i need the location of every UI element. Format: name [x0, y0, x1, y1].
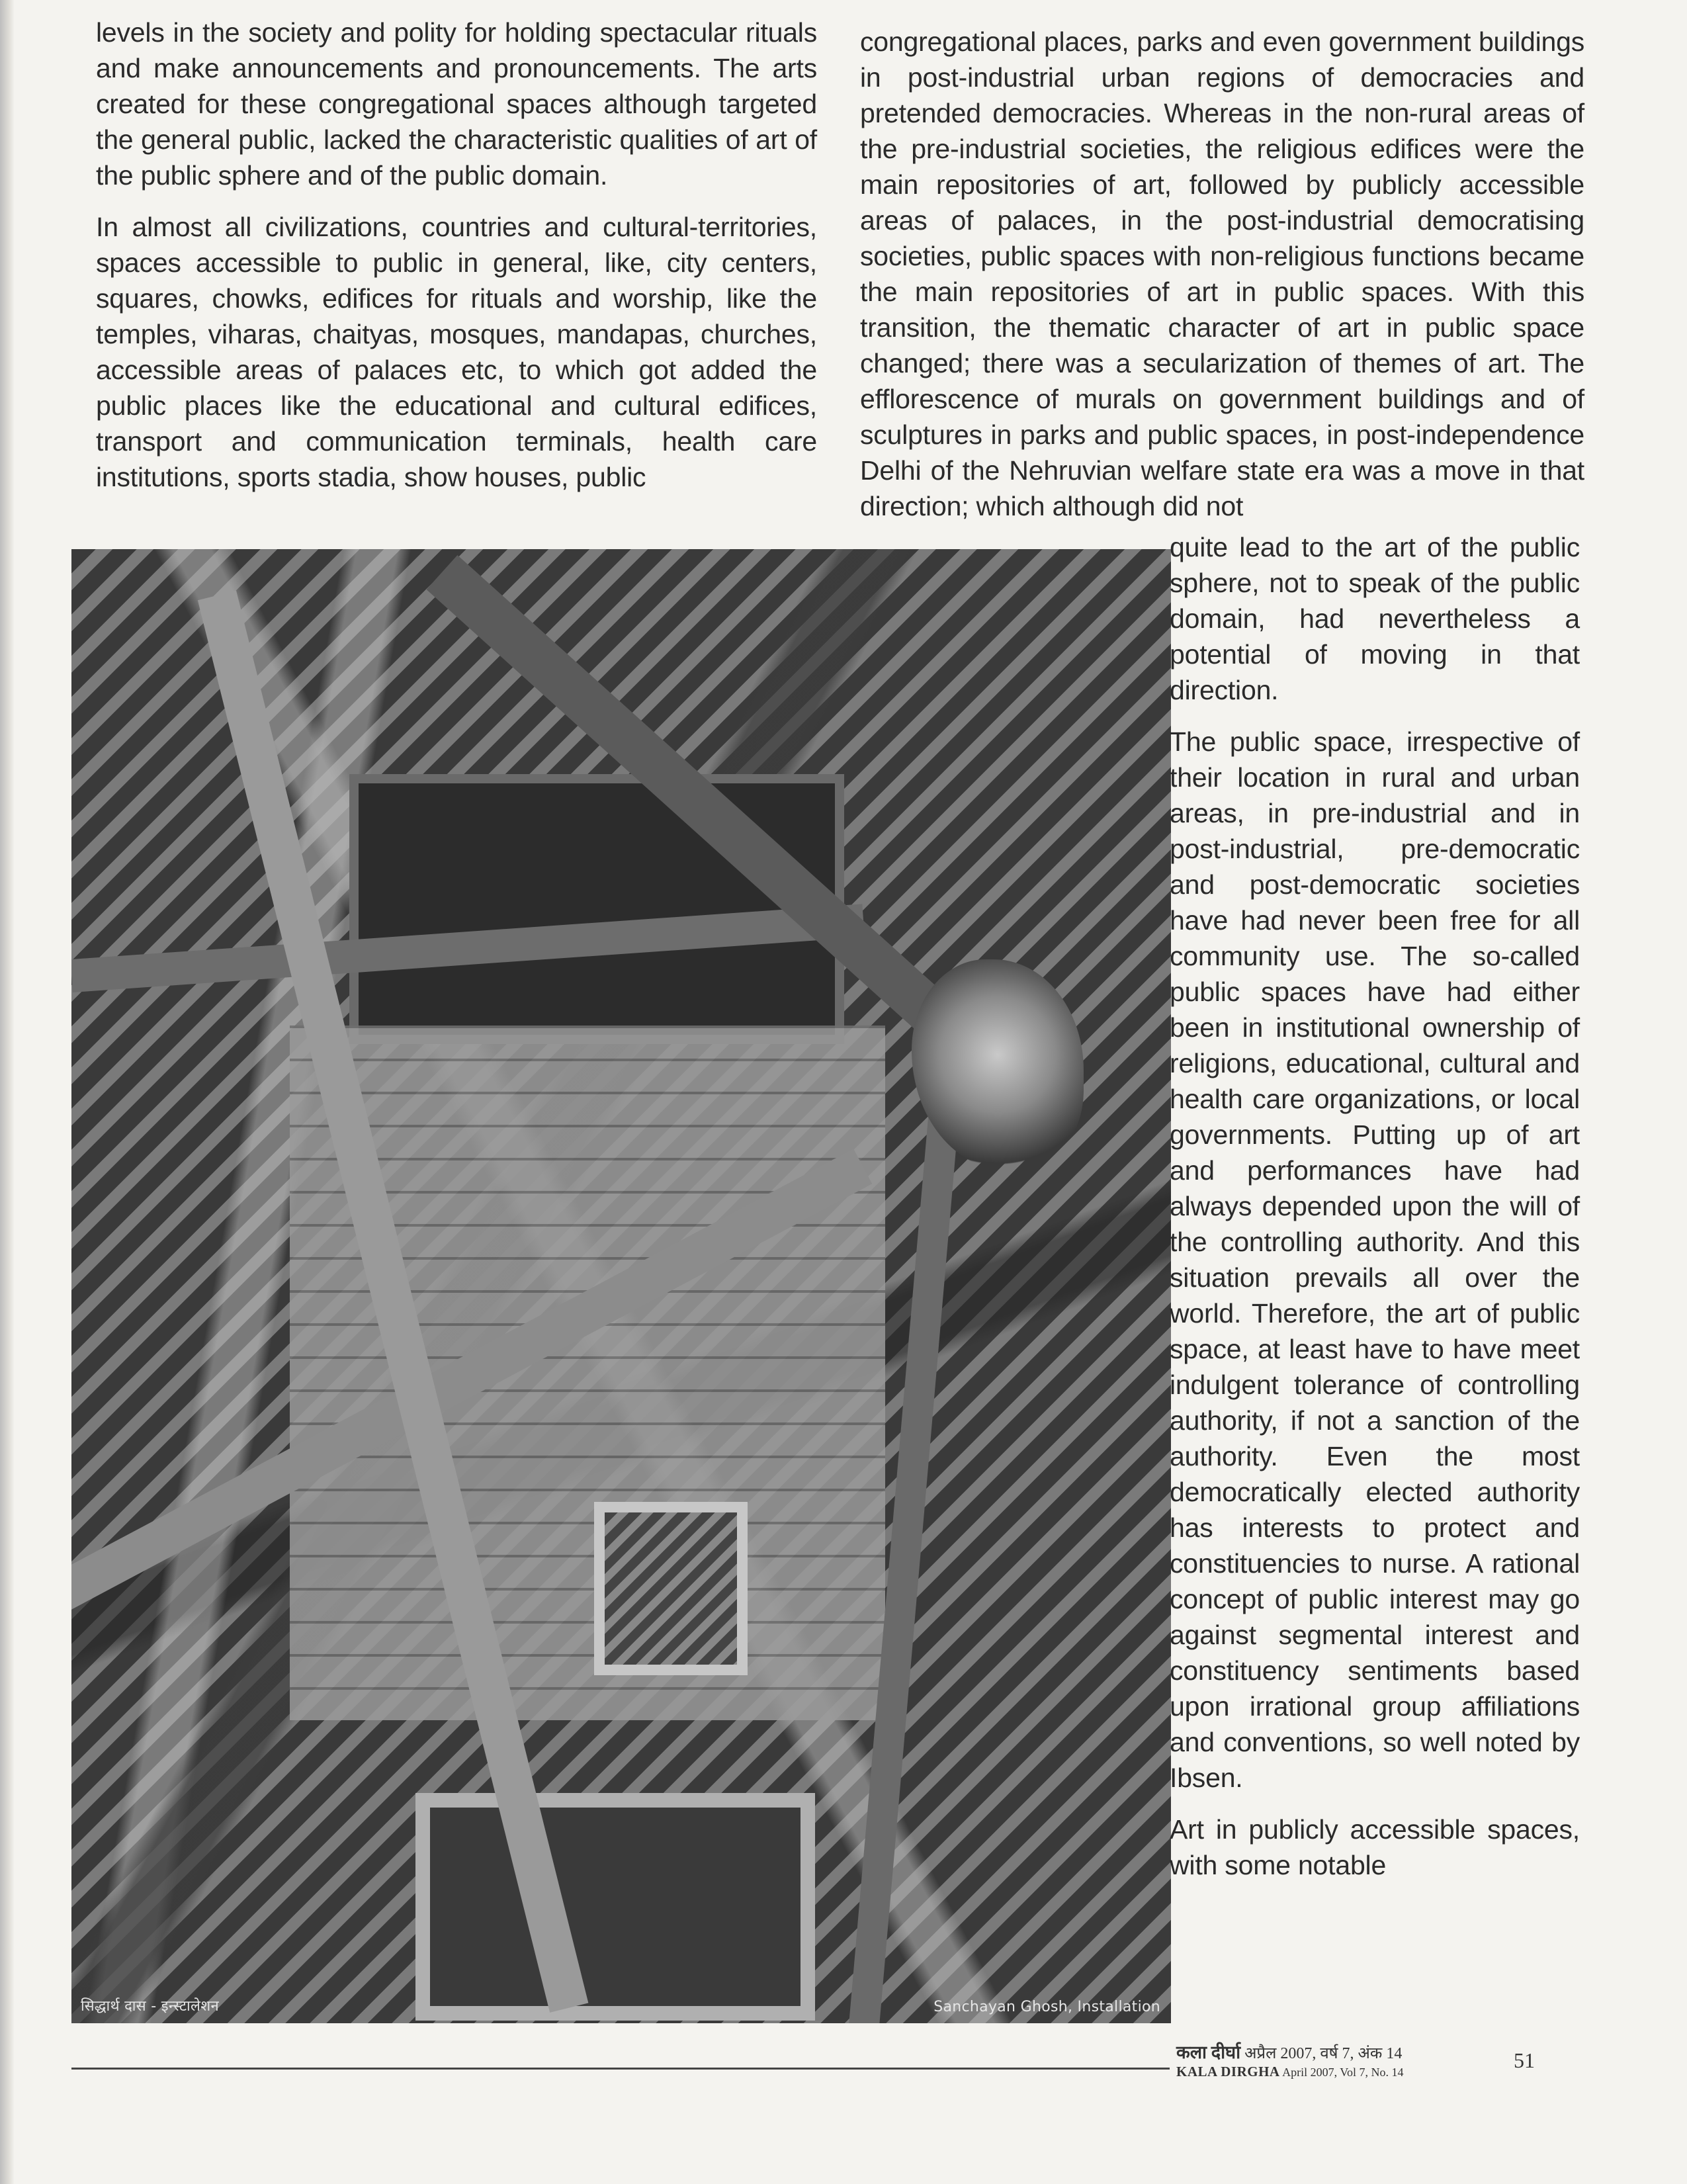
footer-english-line	[1176, 2063, 1520, 2081]
right-paragraph-1: congregational places, parks and even government buildings in post-industrial urban regions of democracies and pretended democracies. Whereas in the non-rural areas of the pre-industrial societies, the religious edifices were the main repositories of art, followed by publicly accessible areas of palaces, in the post-industrial democratising societies, public spaces with non-religious functions became the main repositories of art in public spaces. With this transition, the thematic character of art in public space changed; there was a secularization of themes of art. The efflorescence of murals on government buildings and of sculptures in parks and public spaces, in post-independence Delhi of the Nehruvian welfare state era was a move in that direction; which although did not	[860, 26, 1584, 521]
narrow-paragraph-3: Art in publicly accessible spaces, with some notable	[1170, 1814, 1580, 1880]
footer-brand-english: KALA DIRGHA	[1176, 2064, 1280, 2079]
footer-date-hindi: अप्रैल 2007, वर्ष 7, अंक 14	[1244, 2045, 1403, 2062]
footer-masthead	[1176, 2043, 1520, 2081]
left-paragraph-1: levels in the society and polity for holding spectacular rituals and make announcements and pronouncements. The arts created for these congregational spaces although targeted the general public, lacked the characteristic qualities of art of the public sphere and of the public domain.	[96, 17, 817, 191]
page-spine-shadow	[0, 0, 15, 2184]
installation-photograph	[71, 549, 1171, 2023]
footer-rule	[71, 2068, 1170, 2070]
page-number: 51	[1514, 2048, 1535, 2072]
footer-date-english: April 2007, Vol 7, No. 14	[1282, 2066, 1404, 2079]
right-text-column-narrow	[1170, 529, 1580, 1899]
photo-window-detail	[349, 774, 844, 1044]
photo-caption-hindi: सिद्धार्थ दास - इन्स्टालेशन	[81, 1998, 220, 2015]
photo-frame-detail	[594, 1502, 748, 1675]
photo-plaque-detail	[415, 1793, 815, 2021]
left-text-column	[96, 15, 817, 511]
narrow-paragraph-2: The public space, irrespective of their location in rural and urban areas, in pre-industrial and in post-industrial, pre-democratic and post-democratic societies have had never been free for all community use. The so-called public spaces have had either been in institutional ownership of religions, educational, cultural and health care organizations, or local governments. Putting up of art and performances have had always depended upon the will of the controlling authority. And this situation prevails all over the world. Therefore, the art of public space, at least have to have meet indulgent tolerance of controlling authority, if not a sanction of the authority. Even the most democratically elected authority has interests to protect and constituencies to nurse. A rational concept of public interest may go against segmental interest and constituency sentiments based upon irrational group affiliations and conventions, so well noted by Ibsen.	[1170, 726, 1580, 1793]
photo-brick-wall-detail	[290, 1026, 885, 1720]
right-text-column-top	[860, 24, 1584, 540]
footer-hindi-line	[1176, 2043, 1520, 2063]
narrow-paragraph-1: quite lead to the art of the public sphere, not to speak of the public domain, had nevertheless a potential of moving in that direction.	[1170, 532, 1580, 705]
footer-brand-hindi: कला दीर्घा	[1176, 2042, 1241, 2062]
photo-caption-credit: Sanchayan Ghosh, Installation	[933, 1999, 1160, 2015]
left-paragraph-2: In almost all civilizations, countries and cultural-territories, spaces accessible to public in general, like, city centers, squares, chowks, edifices for rituals and worship, like the temples, viharas, chaityas, mosques, mandapas, churches, accessible areas of palaces etc, to which got added the public places like the educational and cultural edifices, transport and communication terminals, health care institutions, sports stadia, show houses, public	[96, 212, 817, 492]
